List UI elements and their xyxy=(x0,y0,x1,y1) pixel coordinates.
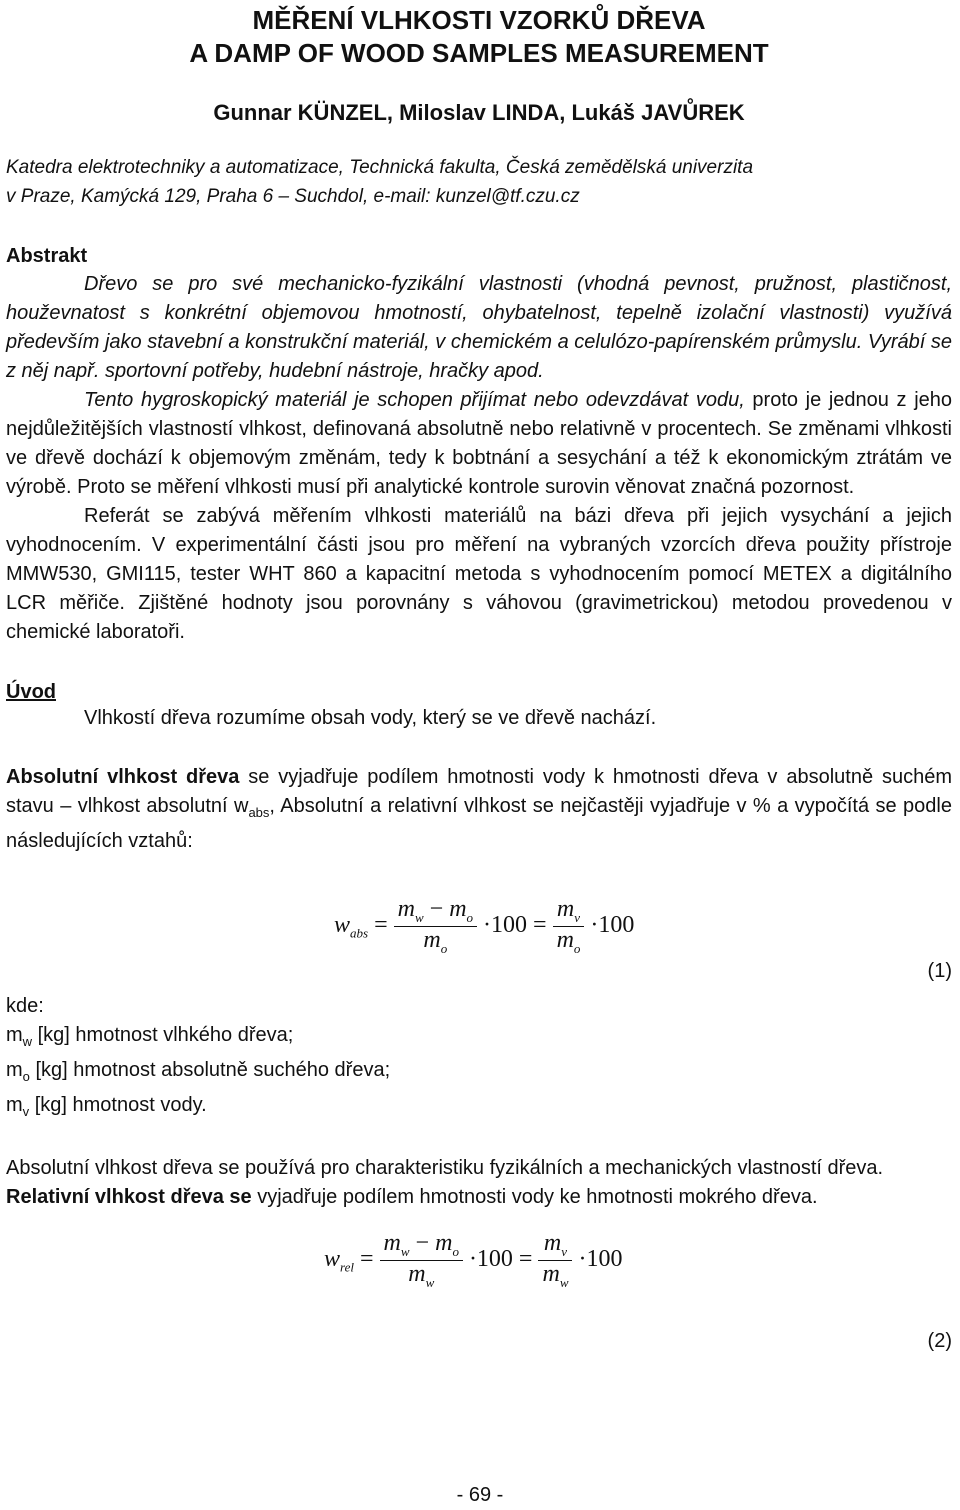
eq2-lhs-sub: rel xyxy=(340,1259,354,1275)
where-item-2 xyxy=(6,1056,952,1091)
where-item-1-text: [kg] hmotnost vlhkého dřeva; xyxy=(32,1024,294,1046)
abstract-paragraph-2-rest: proto je jednou z jeho nejdůležitějších vlastností vlhkost, definovaná absolutně nebo relativně v procentech. Se změnami vlhkosti ve dřevě dochází k objemovým změnám, tedy k bobtnání a sesychání a též k ekonomickým ztrátám ve výrobě. Proto se měření vlhkosti musí při analytické kontrole surovin věnovat značná pozornost. xyxy=(6,389,953,498)
eq1-num-b: m xyxy=(449,896,467,922)
eq1-lhs: w xyxy=(334,911,351,938)
equation-1 xyxy=(6,896,952,982)
intro-section xyxy=(6,681,952,733)
eq2-lhs: w xyxy=(324,1245,341,1272)
equation-1-number: (1) xyxy=(927,960,952,982)
absolute-moisture-subscript: abs xyxy=(248,805,270,820)
eq2-num2-sub: v xyxy=(561,1243,568,1259)
absolute-moisture-text-2: , Absolutní a relativní vlhkost se nejčastěji vyjadřuje v % a vypočítá se podle následujících vztahů: xyxy=(6,795,952,852)
equation-2 xyxy=(6,1230,952,1352)
eq1-num-b-sub: o xyxy=(466,909,474,925)
affiliation-line-1: Katedra elektrotechniky a automatizace, Technická fakulta, Česká zemědělská univerzita xyxy=(6,157,754,178)
abstract-paragraph-2 xyxy=(6,386,952,502)
eq1-den: m xyxy=(423,926,441,953)
equation-2-number: (2) xyxy=(927,1330,952,1352)
affiliation xyxy=(6,153,952,211)
eq1-tail: ·100 xyxy=(590,911,635,938)
affiliation-line-2: v Praze, Kamýcká 129, Praha 6 – Suchdol, e-mail: kunzel@tf.czu.cz xyxy=(6,186,580,207)
relative-moisture-text: vyjadřuje podílem hmotnosti vody ke hmotnosti mokrého dřeva. xyxy=(251,1186,818,1208)
eq2-num-a: m xyxy=(383,1230,401,1256)
abstract-paragraph-2-italic: Tento hygroskopický materiál je schopen přijímat nebo odevzdávat vodu, xyxy=(84,389,745,411)
equation-2-formula: $w_{rel}$ = $\frac{m_w - m_o}{m_w}$ ·100 = $\frac{m_v}{m_w}$ ·100 xyxy=(324,1230,623,1290)
abstract-heading: Abstrakt xyxy=(6,245,88,267)
where-item-3-symbol: m xyxy=(6,1094,23,1116)
relative-moisture-paragraph xyxy=(6,1183,952,1212)
where-item-3-sub: v xyxy=(22,1104,30,1119)
usage-section xyxy=(6,1154,952,1212)
where-item-3-text: [kg] hmotnost vody. xyxy=(29,1094,207,1116)
eq2-den2-sub: w xyxy=(559,1274,569,1290)
where-item-3 xyxy=(6,1091,952,1126)
eq2-minus: − xyxy=(415,1230,430,1256)
authors: Gunnar KÜNZEL, Miloslav LINDA, Lukáš JAVŮREK xyxy=(213,100,745,125)
eq2-fraction-1 xyxy=(380,1230,463,1291)
eq2-tail: ·100 xyxy=(578,1245,623,1272)
eq2-den-sub: w xyxy=(425,1274,435,1290)
eq1-num2: m xyxy=(556,896,575,922)
eq1-fraction-2 xyxy=(553,896,585,957)
title-english: A DAMP OF WOOD SAMPLES MEASUREMENT xyxy=(189,38,769,68)
eq1-fraction-1 xyxy=(394,896,477,957)
eq2-num2: m xyxy=(543,1230,562,1256)
eq1-lhs-sub: abs xyxy=(350,925,369,941)
absolute-moisture-section xyxy=(6,763,952,856)
eq2-num-b: m xyxy=(435,1230,453,1256)
eq2-mult: ·100 = xyxy=(468,1245,533,1272)
eq2-num-a-sub: w xyxy=(400,1243,410,1259)
eq2-num-b-sub: o xyxy=(452,1243,459,1259)
eq1-den2-sub: o xyxy=(573,940,581,956)
eq2-den2: m xyxy=(542,1260,560,1287)
where-item-1 xyxy=(6,1021,952,1056)
eq1-num-a: m xyxy=(397,896,415,922)
eq2-den: m xyxy=(408,1260,426,1287)
absolute-moisture-term: Absolutní vlhkost dřeva xyxy=(6,766,240,788)
abstract-paragraph-3: Referát se zabývá měřením vlhkosti materiálů na bázi dřeva při jejich vysychání a jejich vyhodnocením. V experimentální části jsou pro měření na vybraných vzorcích dřeva použity přístroje MMW530, GMI115, tester WHT 860 a kapacitní metoda s vyhodnocením pomocí METEX a digitálního LCR měřiče. Zjištěné hodnoty jsou porovnány s váhovou (gravimetrickou) metodou provedenou v chemické laboratoři. xyxy=(6,505,952,643)
page-number: - 69 - xyxy=(456,1484,504,1506)
title-czech: MĚŘENÍ VLHKOSTI VZORKŮ DŘEVA xyxy=(252,5,706,35)
eq1-num-a-sub: w xyxy=(414,909,424,925)
absolute-moisture-text-1: se vyjadřuje podílem hmotnosti vody k hmotnosti dřeva v absolutně suchém stavu – vlhkost absolutní w xyxy=(6,766,952,817)
eq1-den2: m xyxy=(556,926,574,953)
intro-paragraph: Vlhkostí dřeva rozumíme obsah vody, který se ve dřevě nachází. xyxy=(84,707,657,729)
abstract-paragraph-1: Dřevo se pro své mechanicko-fyzikální vlastnosti (vhodná pevnost, pružnost, plastičnost, houževnatost s konkrétní objemovou hmotností, ohybatelnost, tepelně izolační vlastnosti) využívá především jako stavební a konstrukční materiál, v chemickém a celulózo-papírenském průmyslu. Vyrábí se z něj např. sportovní potřeby, hudební nástroje, hračky apod. xyxy=(6,273,952,382)
where-section xyxy=(6,992,952,1126)
eq2-fraction-2 xyxy=(538,1230,572,1291)
where-item-1-sub: w xyxy=(22,1034,33,1049)
where-item-2-text: [kg] hmotnost absolutně suchého dřeva; xyxy=(29,1059,391,1081)
eq1-mult: ·100 = xyxy=(483,911,547,938)
intro-heading: Úvod xyxy=(6,681,56,703)
where-item-2-sub: o xyxy=(22,1069,30,1084)
paper-page xyxy=(6,0,953,1352)
where-item-2-symbol: m xyxy=(6,1059,23,1081)
eq1-minus: − xyxy=(429,896,444,922)
eq1-den-sub: o xyxy=(440,940,448,956)
relative-moisture-term: Relativní vlhkost dřeva se xyxy=(6,1186,252,1208)
where-item-1-symbol: m xyxy=(6,1024,23,1046)
absolute-moisture-paragraph xyxy=(6,763,952,856)
where-label: kde: xyxy=(6,995,44,1017)
usage-paragraph: Absolutní vlhkost dřeva se používá pro charakteristiku fyzikálních a mechanických vlastností dřeva. xyxy=(6,1157,884,1179)
equation-1-formula: $w_{abs}$ = $\frac{m_w - m_o}{m_o}$ ·100 = $\frac{m_v}{m_o}$ ·100 xyxy=(334,896,635,956)
eq1-num2-sub: v xyxy=(574,909,581,925)
abstract-section xyxy=(6,245,952,647)
